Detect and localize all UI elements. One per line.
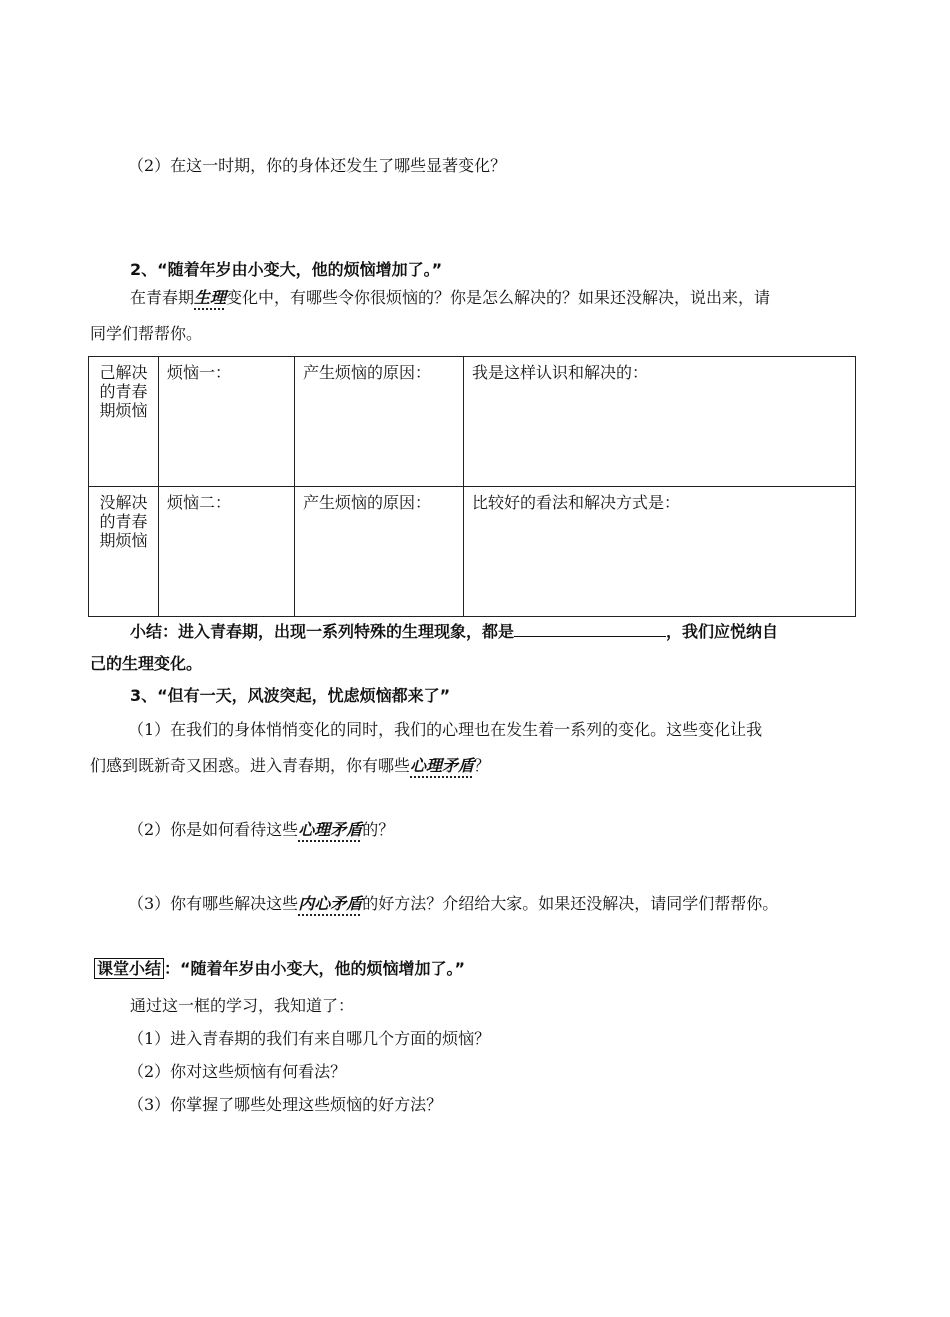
worry-table (88, 356, 856, 617)
row-header-line: 的青春 (99, 512, 148, 532)
reason-cell[interactable] (295, 357, 464, 487)
solution-label: 我是这样认识和解决的： (472, 363, 649, 382)
worry-one-label: 烦恼一： (167, 363, 232, 382)
reason-label: 产生烦恼的原因： (303, 493, 432, 512)
row-header-line: 的青春 (99, 382, 148, 402)
emphasis-xinli-maodun: 心理矛盾 (410, 756, 475, 775)
section-3-q1-line1: （1）在我们的身体悄悄变化的同时，我们的心理也在发生着一系列的变化。这些变化让我 (128, 720, 763, 739)
advice-label: 比较好的看法和解决方式是： (472, 493, 681, 512)
section-3-q1-line2 (90, 758, 490, 774)
section-3-heading: 3、“但有一天，风波突起，忧虑烦恼都来了” (130, 686, 451, 705)
class-summary-item-3: （3）你掌握了哪些处理这些烦恼的好方法？ (128, 1095, 443, 1114)
section-2-prompt (130, 290, 770, 306)
solution-cell[interactable] (464, 357, 856, 487)
section-3-q3 (128, 896, 778, 912)
worry-one-cell[interactable] (159, 357, 295, 487)
row-header-line: 期烦恼 (99, 401, 148, 421)
class-summary-label: 课堂小结 (94, 958, 164, 979)
class-summary-heading (94, 961, 465, 977)
section-2-prompt-line2: 同学们帮帮你。 (90, 324, 203, 343)
summary-text-end: ，我们应悦纳自 (666, 622, 779, 641)
summary-line-2: 己的生理变化。 (90, 654, 203, 673)
class-summary-quote: “随着年岁由小变大，他的烦恼增加了。” (180, 959, 466, 978)
class-summary-intro: 通过这一框的学习，我知道了： (130, 996, 355, 1015)
section-3-q2-start: （2）你是如何看待这些 (128, 820, 299, 839)
summary-fill-blank[interactable] (514, 622, 666, 637)
emphasis-xinli-maodun: 心理矛盾 (298, 820, 363, 839)
summary-text-start: 小结：进入青春期，出现一系列特殊的生理现象，都是 (130, 622, 515, 641)
worry-two-cell[interactable] (159, 487, 295, 617)
section-2-prompt-end: 变化中，有哪些令你很烦恼的？你是怎么解决的？如果还没解决，说出来，请 (226, 288, 771, 307)
summary-line-1 (130, 622, 778, 640)
row-header-line: 己解决 (99, 363, 148, 382)
row-header-line: 期烦恼 (99, 531, 148, 551)
class-summary-item-2: （2）你对这些烦恼有何看法？ (128, 1062, 347, 1081)
advice-cell[interactable] (464, 487, 856, 617)
reason-label: 产生烦恼的原因： (303, 363, 432, 382)
table-row-unsolved (89, 487, 856, 617)
section-2-heading: 2、“随着年岁由小变大，他的烦恼增加了。” (130, 260, 443, 279)
section-3-q3-start: （3）你有哪些解决这些 (128, 894, 299, 913)
section-3-q2-end: 的？ (362, 820, 395, 839)
question-1-2: （2）在这一时期，你的身体还发生了哪些显著变化？ (128, 156, 507, 175)
section-2-prompt-start: 在青春期 (130, 288, 195, 307)
row-header-unsolved (89, 487, 159, 617)
reason-cell[interactable] (295, 487, 464, 617)
row-header-solved (89, 357, 159, 487)
row-header-line: 没解决 (99, 493, 148, 512)
class-summary-item-1: （1）进入青春期的我们有来自哪几个方面的烦恼？ (128, 1029, 491, 1048)
emphasis-shengli: 生理 (194, 288, 227, 307)
section-3-q3-end: 的好方法？介绍给大家。如果还没解决，请同学们帮帮你。 (362, 894, 779, 913)
table-row-solved (89, 357, 856, 487)
section-3-q1-start: 们感到既新奇又困惑。进入青春期，你有哪些 (90, 756, 411, 775)
section-3-q2 (128, 822, 394, 838)
section-3-q1-end: ？ (474, 756, 491, 775)
worry-two-label: 烦恼二： (167, 493, 232, 512)
class-summary-colon: ： (164, 959, 181, 978)
emphasis-neixin-maodun: 内心矛盾 (298, 894, 363, 913)
